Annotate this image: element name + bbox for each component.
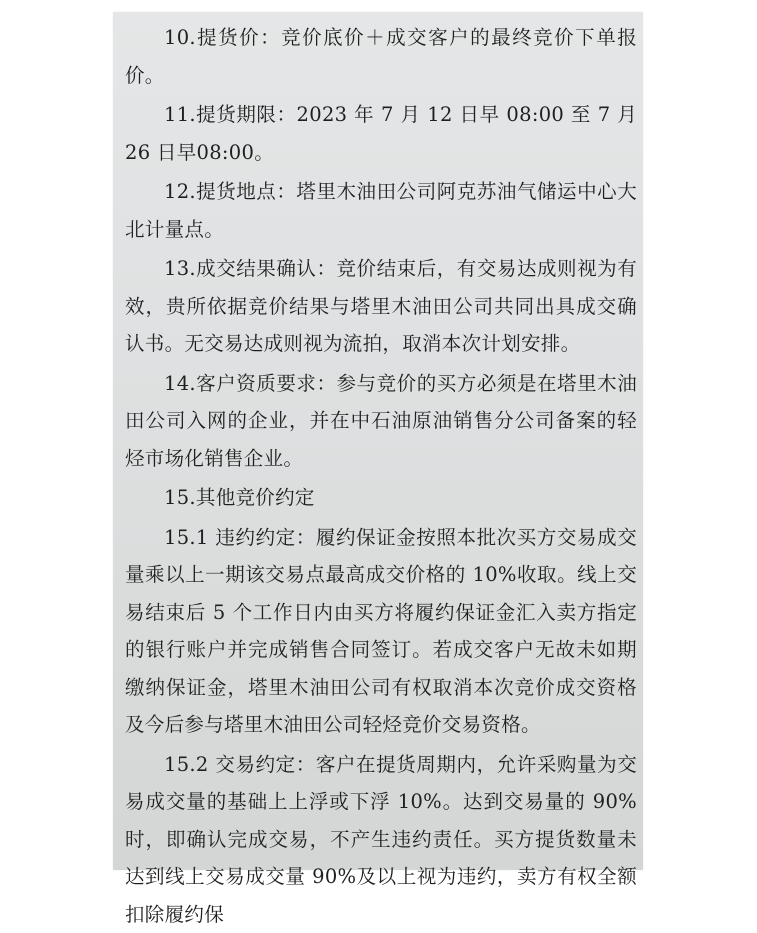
document-page [113, 12, 643, 870]
clause-14-customer-qualification: 14.客户资质要求：参与竞价的买方必须是在塔里木油田公司入网的企业，并在中石油原油销售分公司备案的轻烃市场化销售企业。 [125, 365, 637, 478]
clause-15-other-agreements: 15.其他竞价约定 [125, 479, 637, 517]
clause-13-result-confirmation: 13.成交结果确认：竞价结束后，有交易达成则视为有效，贵所依据竞价结果与塔里木油田公司共同出具成交确认书。无交易达成则视为流拍，取消本次计划安排。 [125, 250, 637, 363]
clause-10-pickup-price: 10.提货价：竞价底价＋成交客户的最终竞价下单报价。 [125, 19, 637, 94]
clause-15-1-breach: 15.1 违约约定：履约保证金按照本批次买方交易成交量乘以上一期该交易点最高成交价格的 10%收取。线上交易结束后 5 个工作日内由买方将履约保证金汇入卖方指定的银行账户并完成销售合同签订。若成交客户无故未如期缴纳保证金，塔里木油田公司有权取消本次竞价成交资格及今后参与塔里木油田公司轻烃竞价交易资格。 [125, 519, 637, 744]
clause-12-pickup-location: 12.提货地点：塔里木油田公司阿克苏油气储运中心大北计量点。 [125, 173, 637, 248]
clause-15-2-trading: 15.2 交易约定：客户在提货周期内，允许采购量为交易成交量的基础上上浮或下浮 10%。达到交易量的 90%时，即确认完成交易，不产生违约责任。买方提货数量未达到线上交易成交量 90%及以上视为违约，卖方有权全额扣除履约保 [125, 746, 637, 933]
document-body [125, 12, 637, 933]
clause-11-pickup-period: 11.提货期限：2023 年 7 月 12 日早 08:00 至 7 月 26 日早08:00。 [125, 96, 637, 171]
